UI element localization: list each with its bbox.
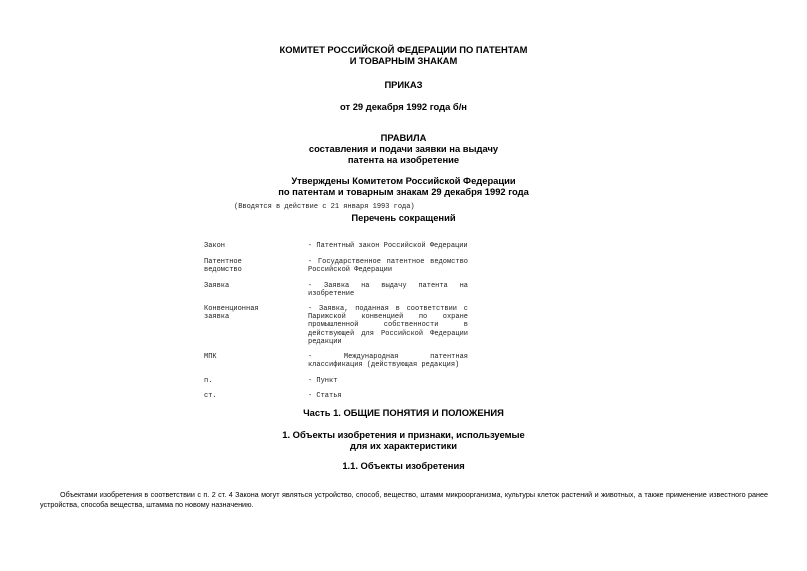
abbreviation-term: п. xyxy=(204,377,213,385)
part1-title: Часть 1. ОБЩИЕ ПОНЯТИЯ И ПОЛОЖЕНИЯ xyxy=(303,407,504,418)
abbreviation-definition: - Патентный закон Российской Федерации xyxy=(308,242,468,250)
rules-subtitle-line2: патента на изобретение xyxy=(347,154,460,165)
order-title: ПРИКАЗ xyxy=(384,79,423,90)
abbreviations-title: Перечень сокращений xyxy=(351,212,456,223)
abbreviation-definition: - Заявка, поданная в соответствии с Парижской конвенцией по охране промышленной собственности в действующей для Российской Федерации редакции xyxy=(308,305,468,346)
section1-title-line1: 1. Объекты изобретения и признаки, используемые xyxy=(282,429,525,440)
rules-subtitle-line1: составления и подачи заявки на выдачу xyxy=(308,143,499,154)
approval-line1: Утверждены Комитетом Российской Федерации xyxy=(291,175,516,186)
abbreviation-definition: - Пункт xyxy=(308,377,338,385)
effective-date-note: (Вводятся в действие с 21 января 1993 года) xyxy=(234,203,415,211)
approval-line2: по патентам и товарным знакам 29 декабря 1992 года xyxy=(278,186,529,197)
order-date: от 29 декабря 1992 года б/н xyxy=(340,101,467,112)
abbreviation-term: МПК xyxy=(204,353,217,361)
section1-title-line2: для их характеристики xyxy=(350,440,457,451)
rules-title: ПРАВИЛА xyxy=(380,132,427,143)
committee-title-line2: И ТОВАРНЫМ ЗНАКАМ xyxy=(349,55,458,66)
body-paragraph: Объектами изобретения в соответствии с п. 2 ст. 4 Закона могут являться устройство, способ, вещество, штамм микроорганизма, культуры клеток растений и животных, а также применение известного ранее устройства, способа вещества, штамма по новому назначению. xyxy=(40,490,768,509)
abbreviation-term: Закон xyxy=(204,242,226,250)
abbreviation-definition: - Международная патентная классификация (действующая редакция) xyxy=(308,353,468,370)
abbreviation-term: Конвенционная заявка xyxy=(204,305,259,322)
abbreviation-term: ст. xyxy=(204,392,217,400)
abbreviation-term: Патентное ведомство xyxy=(204,258,242,275)
committee-title-line1: КОМИТЕТ РОССИЙСКОЙ ФЕДЕРАЦИИ ПО ПАТЕНТАМ xyxy=(279,44,528,55)
abbreviation-definition: - Заявка на выдачу патента на изобретение xyxy=(308,282,468,299)
abbreviation-definition: - Статья xyxy=(308,392,342,400)
section11-title: 1.1. Объекты изобретения xyxy=(342,460,465,471)
abbreviation-definition: - Государственное патентное ведомство Российской Федерации xyxy=(308,258,468,275)
abbreviation-term: Заявка xyxy=(204,282,230,290)
